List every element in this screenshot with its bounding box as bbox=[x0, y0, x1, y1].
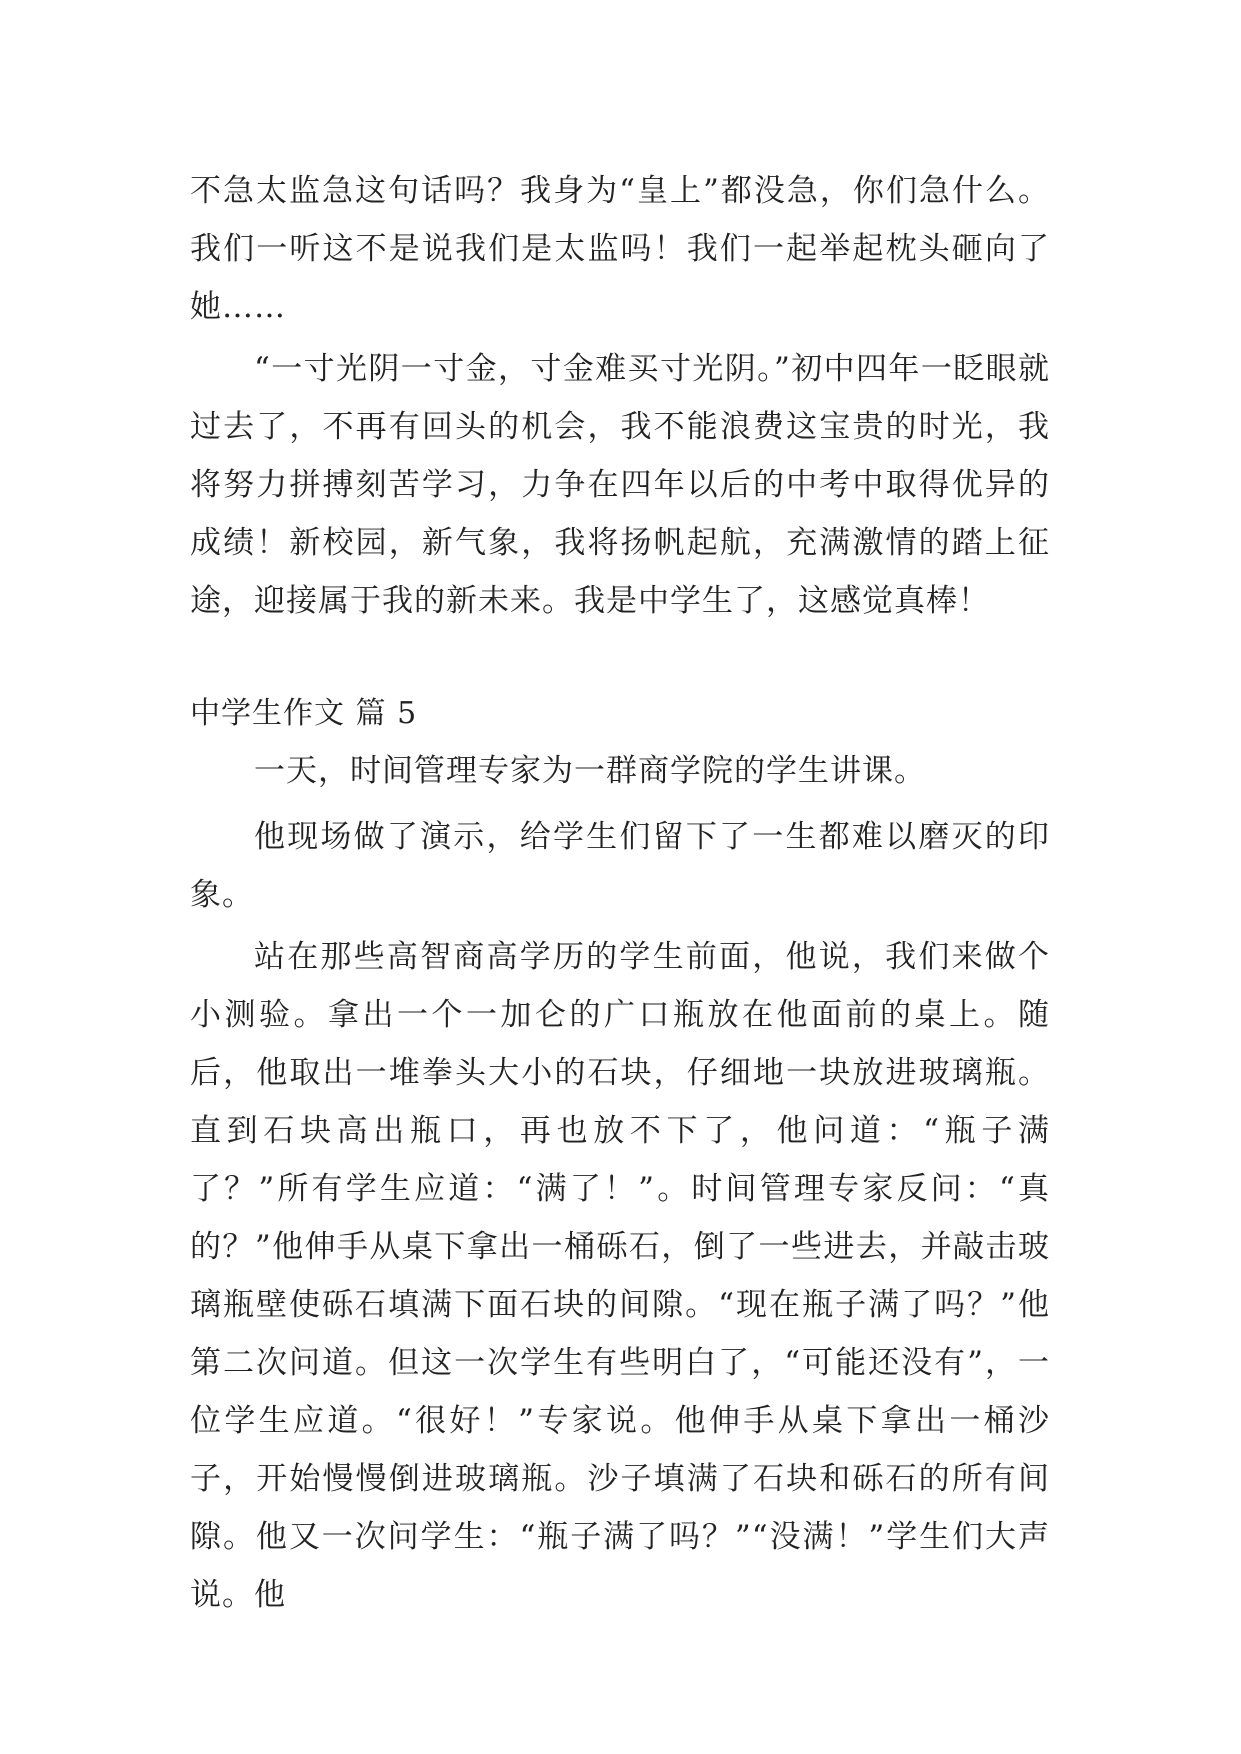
section-heading: 中学生作文 篇 5 bbox=[190, 696, 418, 731]
paragraph-continued: 不急太监急这句话吗？我身为“皇上”都没急，你们急什么。我们一听这不是说我们是太监吗！我们一起举起枕头砸向了她…… bbox=[190, 173, 1050, 325]
paragraph-conclusion: “一寸光阴一寸金，寸金难买寸光阴。”初中四年一眨眼就过去了，不再有回头的机会，我不能浪费这宝贵的时光，我将努力拼搏刻苦学习，力争在四年以后的中考中取得优异的成绩！新校园，新气象，我将扬帆起航，充满激情的踏上征途，迎接属于我的新未来。我是中学生了，这感觉真棒！ bbox=[190, 351, 1050, 619]
paragraph-intro: 一天，时间管理专家为一群商学院的学生讲课。 bbox=[254, 753, 926, 789]
paragraph-demo: 他现场做了演示，给学生们留下了一生都难以磨灭的印象。 bbox=[190, 819, 1050, 913]
paragraph-experiment: 站在那些高智商高学历的学生前面，他说，我们来做个小测验。拿出一个一加仑的广口瓶放在他面前的桌上。随后，他取出一堆拳头大小的石块，仔细地一块放进玻璃瓶。直到石块高出瓶口，再也放不下了，他问道：“瓶子满了？”所有学生应道：“满了！”。时间管理专家反问：“真的？”他伸手从桌下拿出一桶砾石，倒了一些进去，并敲击玻璃瓶壁使砾石填满下面石块的间隙。“现在瓶子满了吗？”他第二次问道。但这一次学生有些明白了，“可能还没有”，一位学生应道。“很好！”专家说。他伸手从桌下拿出一桶沙子，开始慢慢倒进玻璃瓶。沙子填满了石块和砾石的所有间隙。他又一次问学生：“瓶子满了吗？”“没满！”学生们大声说。他 bbox=[190, 939, 1050, 1613]
